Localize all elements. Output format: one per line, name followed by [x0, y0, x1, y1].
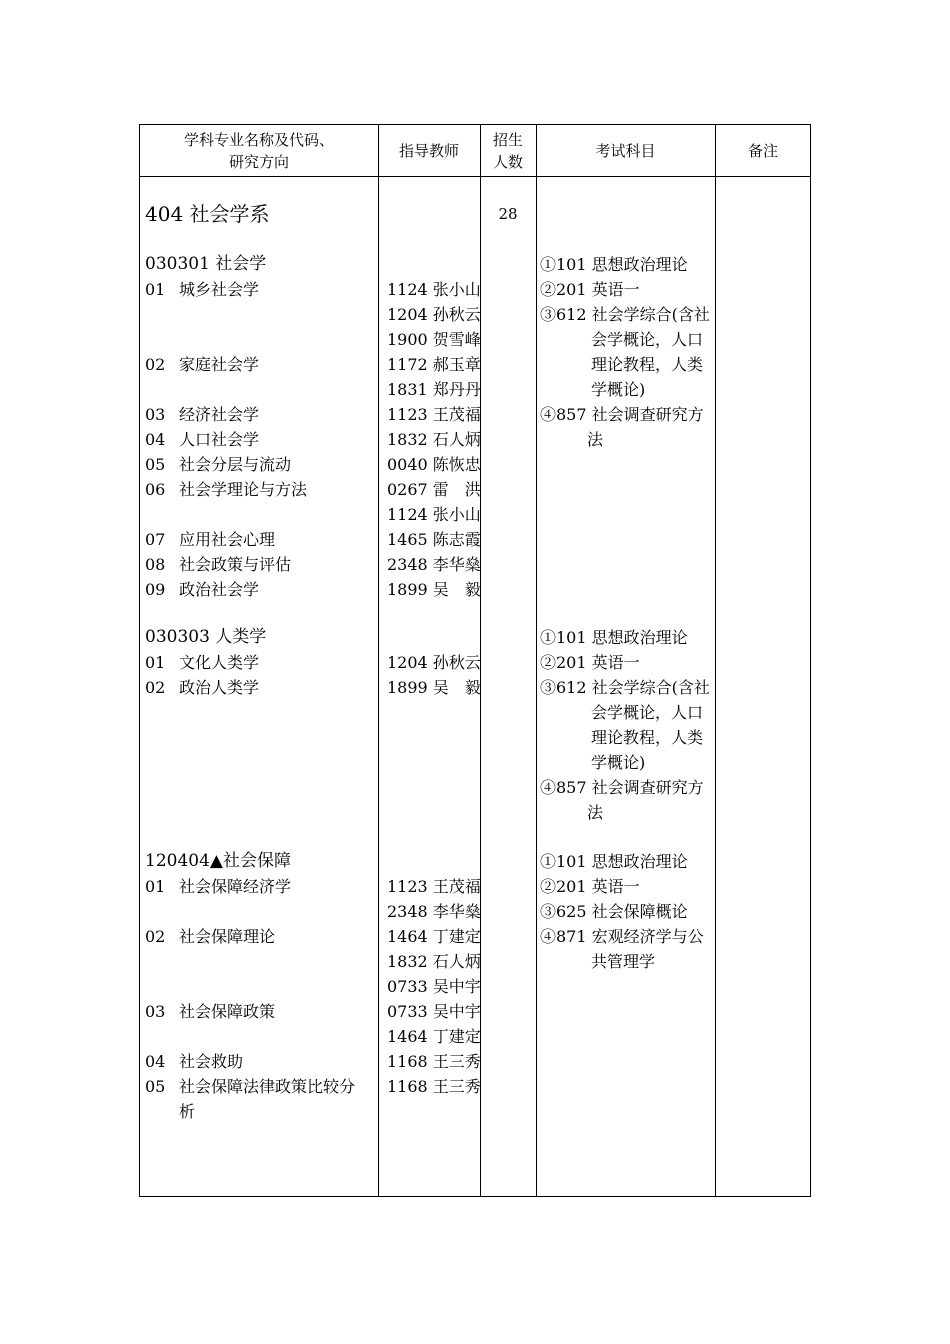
direction-item [145, 650, 259, 675]
header-quota-line1: 招生 [492, 130, 523, 149]
direction-name: 社会分层与流动 [179, 455, 292, 474]
direction-name: 社会保障法律政策比较分 [179, 1077, 356, 1096]
header-remark-column [715, 125, 811, 176]
header-quota-column [480, 125, 536, 176]
header-major-line2: 研究方向 [228, 152, 289, 171]
exam-subject-continued: 会学概论，人口 [591, 703, 704, 722]
direction-name: 社会学理论与方法 [179, 480, 308, 499]
teacher-entry: 1123 王茂福 [387, 405, 481, 424]
teacher-entry: 1899 吴 毅 [387, 580, 481, 599]
exam-subject: ④857 社会调查研究方 [540, 778, 704, 797]
header-teacher-column [378, 125, 480, 176]
teacher-entry: 1172 郝玉章 [387, 355, 481, 374]
exam-subject-continued: 理论教程，人类 [591, 728, 704, 747]
exam-subject: ②201 英语一 [540, 877, 640, 896]
direction-name: 政治社会学 [179, 580, 260, 599]
header-divider [140, 176, 810, 177]
teacher-entry: 0040 陈恢忠 [387, 455, 481, 474]
direction-item [145, 1074, 355, 1099]
teacher-entry: 1464 丁建定 [387, 927, 481, 946]
teacher-entry: 1464 丁建定 [387, 1027, 481, 1046]
direction-name: 经济社会学 [179, 405, 260, 424]
exam-subject: ③612 社会学综合(含社 [540, 678, 710, 697]
direction-item [145, 452, 291, 477]
teacher-entry: 1168 王三秀 [387, 1052, 481, 1071]
column-divider [715, 125, 716, 1196]
direction-number: 03 [145, 405, 166, 424]
exam-subject: ④857 社会调查研究方 [540, 405, 704, 424]
header-major-line1: 学科专业名称及代码、 [183, 130, 334, 149]
header-teacher: 指导教师 [398, 141, 459, 160]
teacher-entry: 1465 陈志霞 [387, 530, 481, 549]
teacher-entry: 2348 李华燊 [387, 902, 481, 921]
direction-number: 01 [145, 877, 166, 896]
direction-name: 社会政策与评估 [179, 555, 292, 574]
teacher-entry: 1832 石人炳 [387, 430, 481, 449]
exam-subject-continued: 共管理学 [591, 952, 656, 971]
major-title: 120404▲社会保障 [145, 851, 291, 871]
teacher-entry: 1204 孙秋云 [387, 653, 481, 672]
teacher-entry: 1832 石人炳 [387, 952, 481, 971]
teacher-entry: 1899 吴 毅 [387, 678, 481, 697]
teacher-entry: 1831 郑丹丹 [387, 380, 481, 399]
exam-subject-continued: 法 [587, 803, 604, 822]
header-exam: 考试科目 [595, 141, 656, 160]
direction-name: 社会保障政策 [179, 1002, 276, 1021]
exam-subject-continued: 会学概论，人口 [591, 330, 704, 349]
direction-item [145, 999, 275, 1024]
exam-subject: ④871 宏观经济学与公 [540, 927, 704, 946]
direction-item [145, 402, 259, 427]
direction-number: 08 [145, 555, 166, 574]
direction-item [145, 1049, 243, 1074]
teacher-entry: 1123 王茂福 [387, 877, 481, 896]
direction-item [145, 427, 259, 452]
quota-value: 28 [498, 205, 518, 223]
exam-subject: ③625 社会保障概论 [540, 902, 688, 921]
teacher-entry: 0733 吴中宇 [387, 977, 481, 996]
header-major-column [140, 125, 378, 176]
direction-number: 04 [145, 430, 166, 449]
direction-item [145, 924, 275, 949]
direction-item [145, 352, 259, 377]
exam-subject: ①101 思想政治理论 [540, 255, 688, 274]
direction-item [145, 277, 259, 302]
column-divider [536, 125, 537, 1196]
exam-subject: ②201 英语一 [540, 280, 640, 299]
direction-number: 03 [145, 1002, 166, 1021]
major-title: 030303 人类学 [145, 627, 267, 647]
direction-number: 05 [145, 455, 166, 474]
exam-subject: ①101 思想政治理论 [540, 628, 688, 647]
teacher-entry: 1124 张小山 [387, 505, 481, 524]
direction-name: 社会保障理论 [179, 927, 276, 946]
direction-number: 05 [145, 1077, 166, 1096]
teacher-entry: 1168 王三秀 [387, 1077, 481, 1096]
direction-name: 应用社会心理 [179, 530, 276, 549]
direction-item [145, 527, 275, 552]
direction-number: 06 [145, 480, 166, 499]
exam-subject-continued: 法 [587, 430, 604, 449]
direction-item [145, 675, 259, 700]
direction-number: 07 [145, 530, 166, 549]
direction-number: 02 [145, 927, 166, 946]
direction-name: 政治人类学 [179, 678, 260, 697]
direction-name: 家庭社会学 [179, 355, 260, 374]
direction-name: 文化人类学 [179, 653, 260, 672]
major-title: 030301 社会学 [145, 254, 267, 274]
direction-item [145, 552, 291, 577]
direction-name: 城乡社会学 [179, 280, 260, 299]
direction-name: 人口社会学 [179, 430, 260, 449]
direction-name: 社会保障经济学 [179, 877, 292, 896]
direction-number: 09 [145, 580, 166, 599]
admissions-table [139, 124, 811, 1197]
department-title: 404 社会学系 [145, 202, 270, 226]
header-exam-column [536, 125, 715, 176]
teacher-entry: 1204 孙秋云 [387, 305, 481, 324]
direction-name-continued: 析 [179, 1102, 196, 1121]
direction-number: 02 [145, 355, 166, 374]
teacher-entry: 2348 李华燊 [387, 555, 481, 574]
direction-item [145, 477, 307, 502]
direction-item [145, 874, 291, 899]
teacher-entry: 0733 吴中宇 [387, 1002, 481, 1021]
exam-subject-continued: 学概论) [591, 753, 646, 772]
exam-subject-continued: 理论教程，人类 [591, 355, 704, 374]
exam-subject: ①101 思想政治理论 [540, 852, 688, 871]
exam-subject: ②201 英语一 [540, 653, 640, 672]
teacher-entry: 1124 张小山 [387, 280, 481, 299]
header-quota-line2: 人数 [492, 152, 523, 171]
direction-number: 01 [145, 653, 166, 672]
exam-subject-continued: 学概论) [591, 380, 646, 399]
direction-item [145, 577, 259, 602]
exam-subject: ③612 社会学综合(含社 [540, 305, 710, 324]
teacher-entry: 0267 雷 洪 [387, 480, 481, 499]
direction-number: 01 [145, 280, 166, 299]
column-divider [378, 125, 379, 1196]
direction-number: 02 [145, 678, 166, 697]
teacher-entry: 1900 贺雪峰 [387, 330, 481, 349]
header-remark: 备注 [747, 141, 778, 160]
direction-number: 04 [145, 1052, 166, 1071]
direction-name: 社会救助 [179, 1052, 244, 1071]
